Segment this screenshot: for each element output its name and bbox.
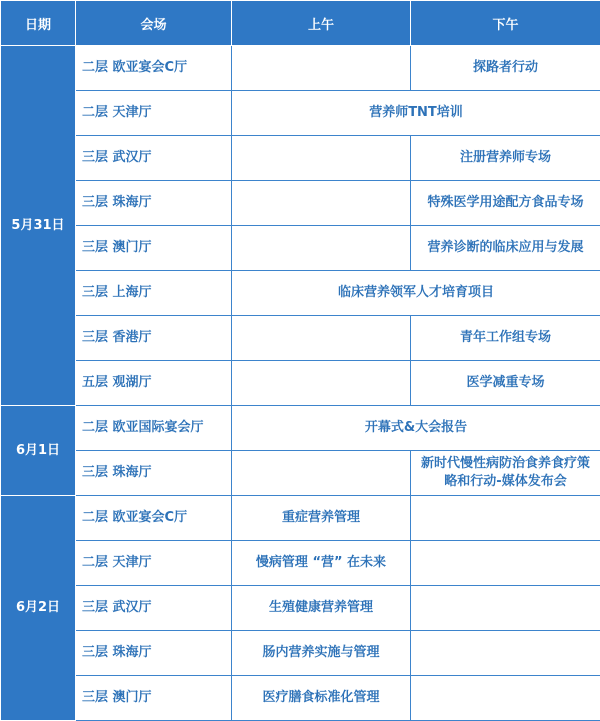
table-row [1,316,600,361]
table-row [1,271,600,316]
afternoon-cell [411,541,600,586]
table-row [1,361,600,406]
morning-cell: 医疗膳食标准化管理 [232,676,411,721]
table-row [1,631,600,676]
afternoon-cell [411,586,600,631]
venue-cell: 二层 欧亚国际宴会厅 [76,406,232,451]
afternoon-cell: 新时代慢性病防治食养食疗策略和行动-媒体发布会 [411,451,600,496]
full-day-cell: 营养师TNT培训 [232,91,600,136]
venue-cell: 二层 天津厅 [76,91,232,136]
venue-cell: 三层 珠海厅 [76,451,232,496]
venue-cell: 三层 珠海厅 [76,181,232,226]
morning-cell: 重症营养管理 [232,496,411,541]
table-row [1,586,600,631]
venue-cell: 三层 珠海厅 [76,631,232,676]
venue-cell: 二层 欧亚宴会C厅 [76,46,232,91]
morning-cell [232,316,411,361]
venue-cell: 三层 武汉厅 [76,586,232,631]
table-row [1,496,600,541]
morning-cell [232,361,411,406]
venue-cell: 三层 澳门厅 [76,226,232,271]
date-cell: 6月2日 [1,496,76,721]
venue-cell: 三层 上海厅 [76,271,232,316]
morning-cell: 慢病管理 “营” 在未来 [232,541,411,586]
table-row [1,451,600,496]
header-row [1,1,600,46]
full-day-cell: 临床营养领军人才培育项目 [232,271,600,316]
morning-cell [232,451,411,496]
morning-cell: 肠内营养实施与管理 [232,631,411,676]
table-row [1,226,600,271]
morning-cell [232,226,411,271]
morning-cell [232,181,411,226]
table-row [1,676,600,721]
morning-cell [232,46,411,91]
full-day-cell: 开幕式&大会报告 [232,406,600,451]
afternoon-cell [411,676,600,721]
venue-cell: 二层 天津厅 [76,541,232,586]
venue-cell: 五层 观湖厅 [76,361,232,406]
morning-cell: 生殖健康营养管理 [232,586,411,631]
afternoon-cell: 医学减重专场 [411,361,600,406]
afternoon-cell: 探路者行动 [411,46,600,91]
venue-cell: 三层 澳门厅 [76,676,232,721]
morning-cell [232,136,411,181]
afternoon-cell [411,631,600,676]
afternoon-cell [411,496,600,541]
afternoon-cell: 营养诊断的临床应用与发展 [411,226,600,271]
afternoon-cell: 特殊医学用途配方食品专场 [411,181,600,226]
table-row [1,406,600,451]
header-morning: 上午 [232,1,411,46]
date-cell: 5月31日 [1,46,76,406]
table-row [1,46,600,91]
table-row [1,136,600,181]
venue-cell: 二层 欧亚宴会C厅 [76,496,232,541]
venue-cell: 三层 香港厅 [76,316,232,361]
table-row [1,181,600,226]
table-row [1,541,600,586]
header-date: 日期 [1,1,76,46]
table-row [1,91,600,136]
date-cell: 6月1日 [1,406,76,496]
header-afternoon: 下午 [411,1,600,46]
afternoon-cell: 青年工作组专场 [411,316,600,361]
header-venue: 会场 [76,1,232,46]
afternoon-cell: 注册营养师专场 [411,136,600,181]
venue-cell: 三层 武汉厅 [76,136,232,181]
